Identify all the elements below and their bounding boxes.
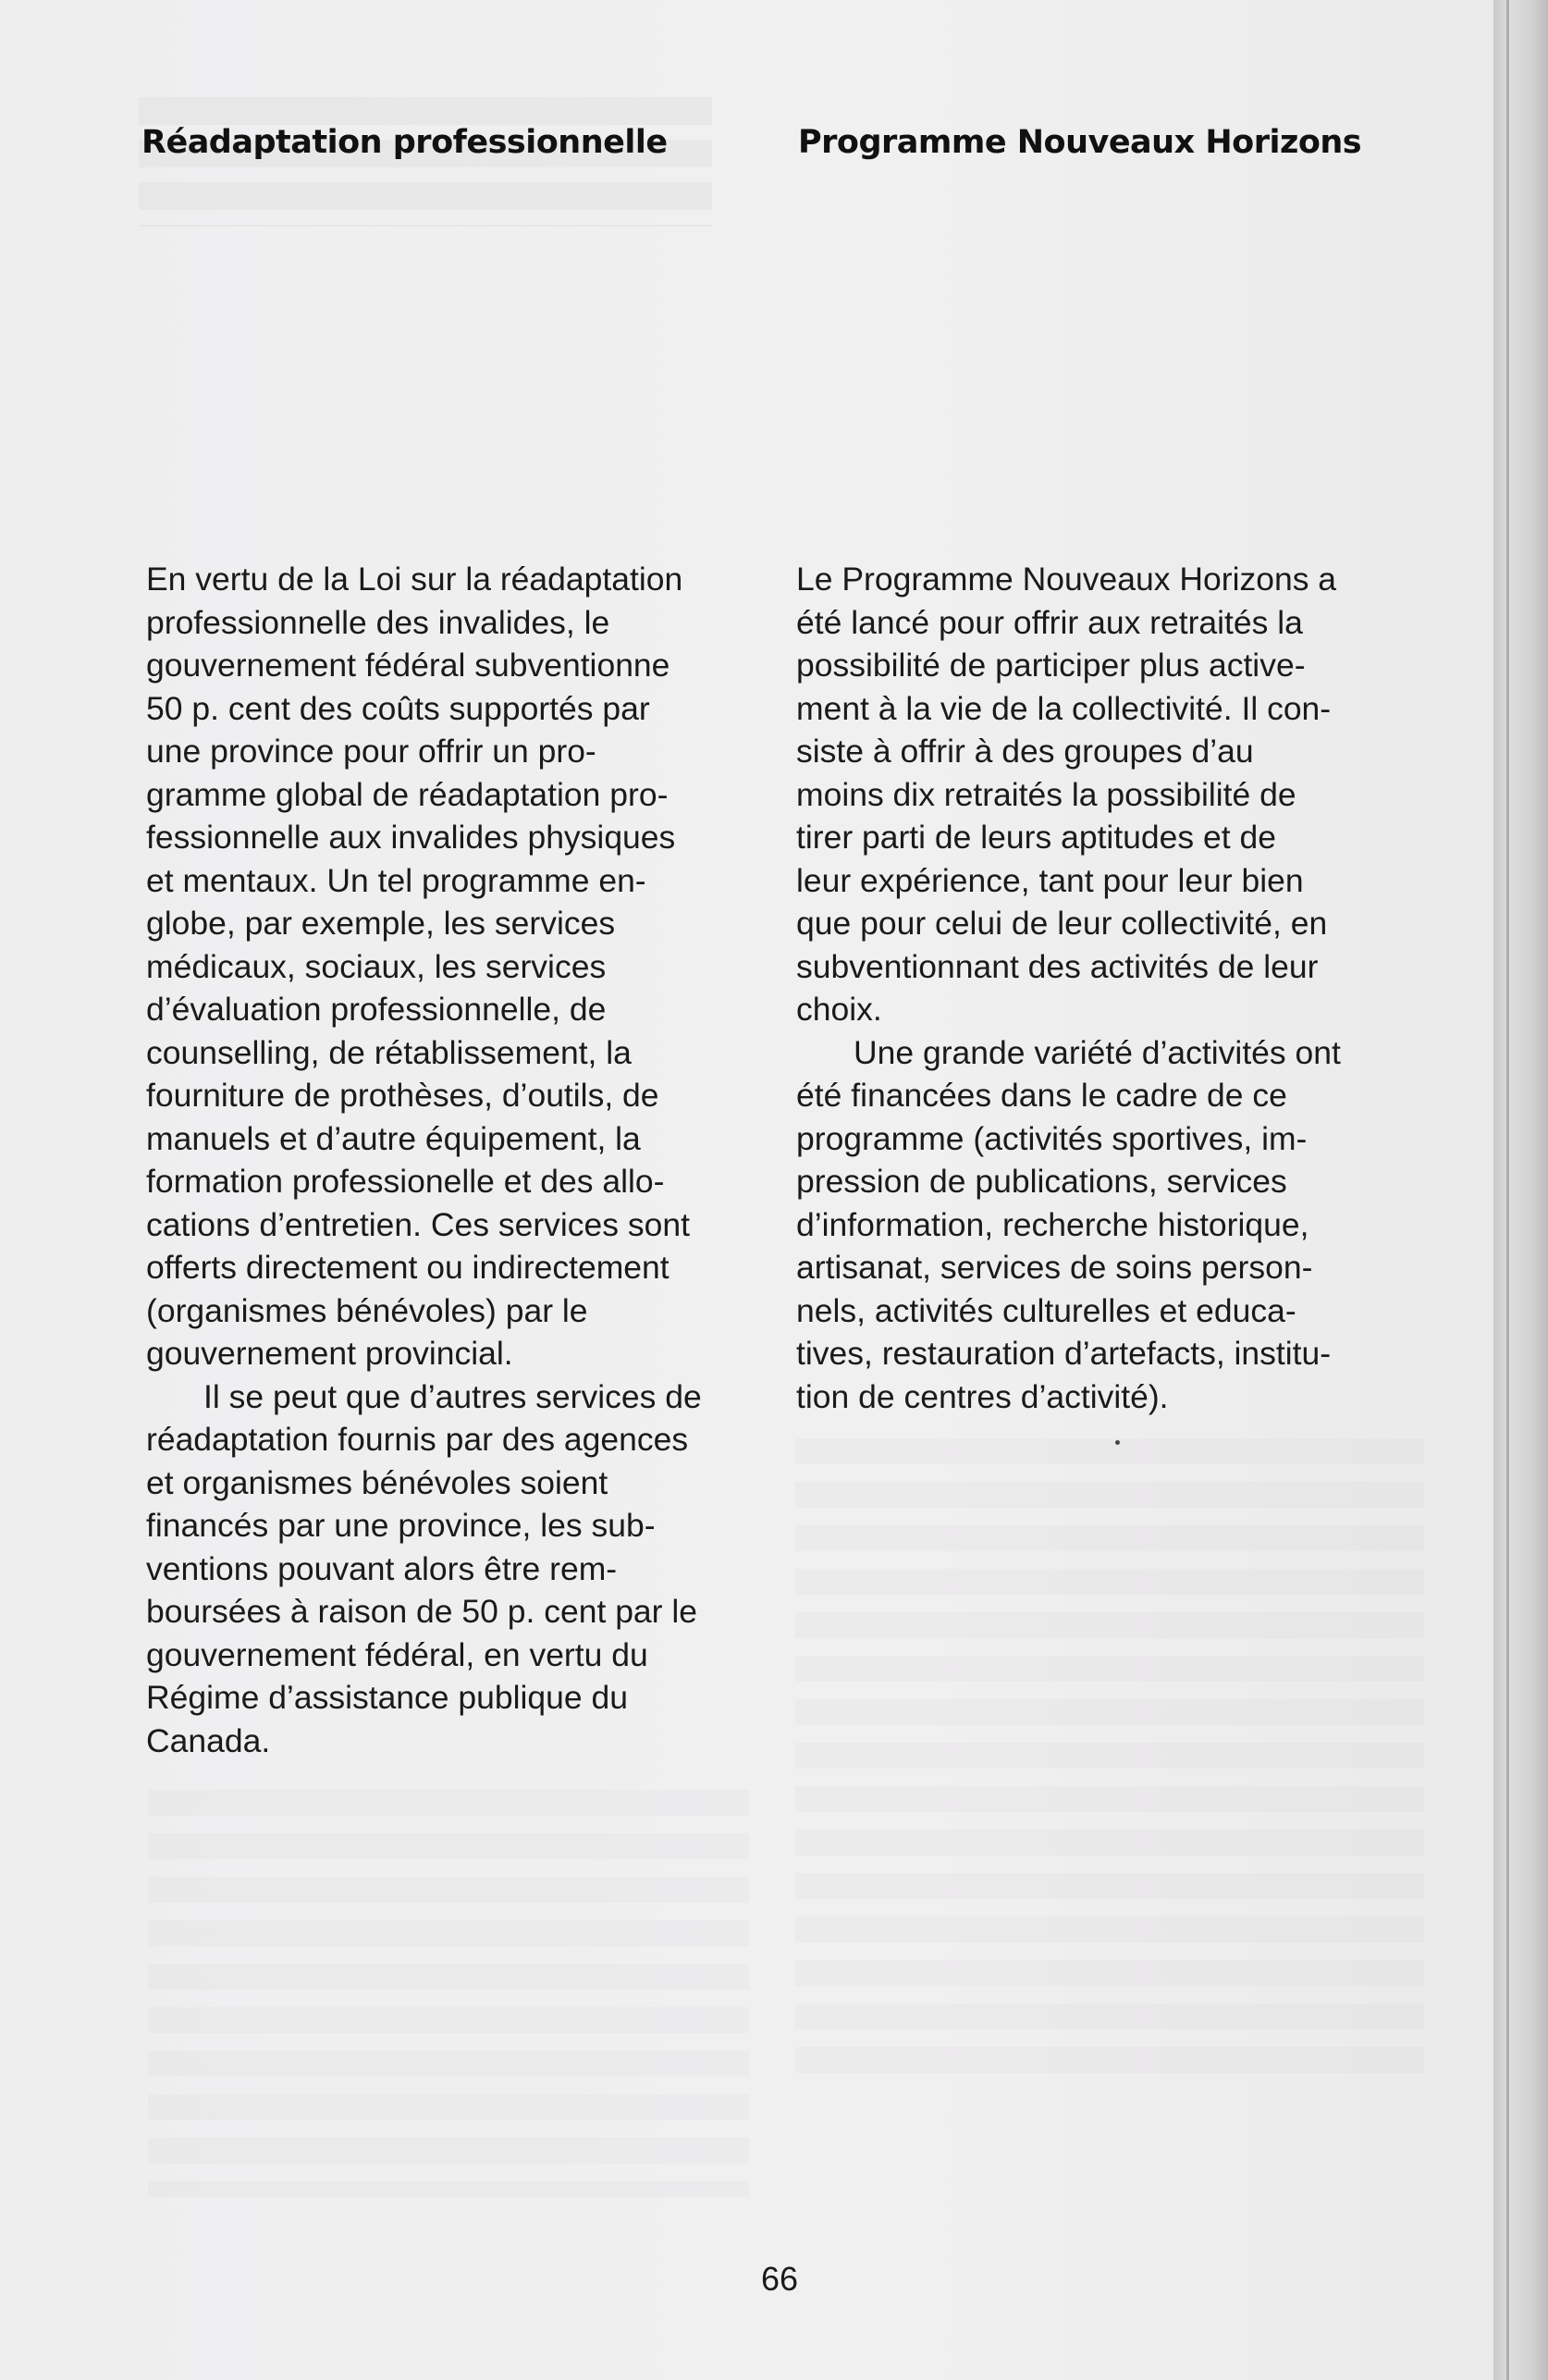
text-line: fessionnelle aux invalides physiques: [146, 819, 676, 856]
text-line: médicaux, sociaux, les services: [146, 947, 607, 985]
text-line: (organismes bénévoles) par le: [146, 1291, 588, 1329]
paragraph: [146, 558, 775, 1375]
text-line: Une grande variété d’activités ont: [854, 1033, 1341, 1071]
text-line: globe, par exemple, les services: [146, 905, 616, 942]
text-line: professionnelle des invalides, le: [146, 603, 610, 641]
text-line: tirer parti de leurs aptitudes et de: [796, 819, 1276, 856]
text-line: et organismes bénévoles soient: [146, 1463, 608, 1501]
book-spine-edge: [1493, 0, 1548, 2380]
text-line: gramme global de réadaptation pro-: [146, 775, 669, 813]
page-number: 66: [760, 2260, 799, 2298]
text-line: boursées à raison de 50 p. cent par le: [146, 1593, 697, 1630]
text-line: choix.: [796, 991, 882, 1028]
text-line: tives, restauration d’artefacts, institu-: [796, 1335, 1332, 1372]
text-line: été lancé pour offrir aux retraités la: [796, 603, 1303, 641]
text-line: nels, activités culturelles et educa-: [796, 1291, 1296, 1329]
text-line: En vertu de la Loi sur la réadaptation: [146, 561, 683, 598]
text-line: subventionnant des activités de leur: [796, 947, 1319, 985]
text-line: financés par une province, les sub-: [146, 1507, 656, 1544]
text-line: moins dix retraités la possibilité de: [796, 775, 1296, 813]
text-line: ventions pouvant alors être rem-: [146, 1549, 618, 1587]
text-line: tion de centres d’activité).: [796, 1377, 1169, 1415]
text-line: gouvernement fédéral, en vertu du: [146, 1635, 648, 1673]
text-line: formation professionelle et des allo-: [146, 1163, 665, 1200]
ink-speck: [1115, 1440, 1120, 1445]
text-line: Canada.: [146, 1721, 271, 1759]
show-through-block-top: [139, 97, 712, 227]
section-heading-readaptation: Réadaptation professionnelle: [141, 124, 668, 161]
left-column-body: [146, 558, 775, 1762]
text-line: réadaptation fournis par des agences: [146, 1421, 689, 1458]
show-through-block-lower: [148, 1790, 749, 2197]
text-line: fourniture de prothèses, d’outils, de: [146, 1077, 659, 1114]
text-line: programme (activités sportives, im-: [796, 1119, 1308, 1157]
text-line: pression de publications, services: [796, 1163, 1287, 1200]
text-line: et mentaux. Un tel programme en-: [146, 861, 646, 899]
text-line: 50 p. cent des coûts supportés par: [146, 689, 650, 727]
text-line: possibilité de participer plus active-: [796, 647, 1306, 684]
text-line: Le Programme Nouveaux Horizons a: [796, 561, 1337, 598]
text-line: cations d’entretien. Ces services sont: [146, 1205, 691, 1243]
paragraph: [796, 558, 1425, 1031]
text-line: d’évaluation professionnelle, de: [146, 991, 607, 1028]
text-line: gouvernement fédéral subventionne: [146, 647, 670, 684]
paragraph: [796, 1031, 1425, 1419]
text-line: ment à la vie de la collectivité. Il con-: [796, 689, 1332, 727]
text-line: manuels et d’autre équipement, la: [146, 1119, 641, 1157]
text-line: gouvernement provincial.: [146, 1335, 513, 1372]
text-line: d’information, recherche historique,: [796, 1205, 1309, 1243]
text-line: Régime d’assistance publique du: [146, 1679, 628, 1716]
text-line: leur expérience, tant pour leur bien: [796, 861, 1304, 899]
right-column-body: [796, 558, 1425, 1418]
text-line: offerts directement ou indirectement: [146, 1249, 670, 1286]
show-through-block-right: [795, 1438, 1424, 2086]
text-line: Il se peut que d’autres services de: [203, 1377, 702, 1415]
text-line: artisanat, services de soins person-: [796, 1249, 1313, 1286]
text-line: que pour celui de leur collectivité, en: [796, 905, 1328, 942]
paragraph: [146, 1375, 775, 1763]
text-line: une province pour offrir un pro-: [146, 733, 596, 770]
text-line: counselling, de rétablissement, la: [146, 1033, 632, 1071]
section-heading-nouveaux-horizons: Programme Nouveaux Horizons: [798, 124, 1362, 161]
text-line: siste à offrir à des groupes d’au: [796, 733, 1254, 770]
text-line: été financées dans le cadre de ce: [796, 1077, 1287, 1114]
